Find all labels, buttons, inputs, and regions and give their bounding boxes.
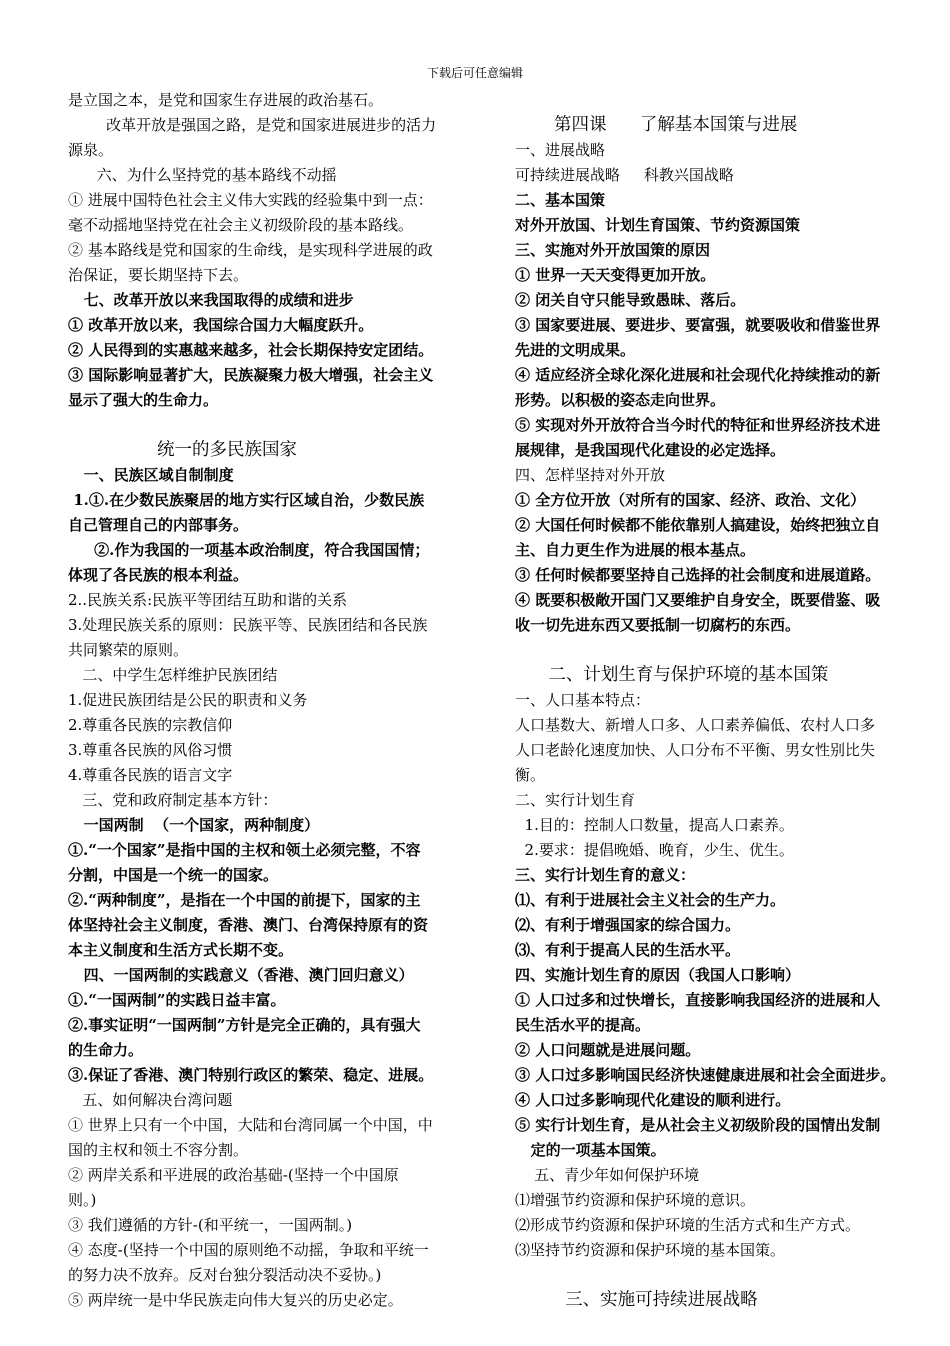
text-line: 治保证，要长期坚持下去。: [68, 266, 249, 284]
text-line: ⑤ 实现对外开放符合当今时代的特征和世界经济技术进: [515, 416, 881, 434]
text-line: 七、改革开放以来我国取得的成绩和进步: [68, 291, 354, 309]
text-line: 三、实行计划生育的意义：: [515, 866, 696, 884]
text-line: 毫不动摇地坚持党在社会主义初级阶段的基本路线。: [68, 216, 414, 234]
text-line: 四、实施计划生育的原因（我国人口影响）: [515, 966, 801, 984]
text-line: ②.“两种制度”，是指在一个中国的前提下，国家的主: [68, 891, 421, 909]
text-line: 分割，中国是一个统一的国家。: [68, 866, 279, 884]
text-line: 的生命力。: [68, 1041, 144, 1059]
text-line: 先进的文明成果。: [515, 341, 636, 359]
text-line: 衡。: [515, 766, 546, 784]
text-line: 3.处理民族关系的原则：民族平等、民族团结和各民族: [68, 616, 428, 634]
text-line: 1.①.在少数民族聚居的地方实行区域自治，少数民族: [68, 491, 425, 509]
text-line: ②.作为我国的一项基本政治制度，符合我国国情；: [68, 541, 430, 559]
section-title: 第四课 了解基本国策与进展: [515, 115, 798, 135]
text-line: 国的主权和领土不容分割。: [68, 1141, 249, 1159]
text-line: ⑴增强节约资源和保护环境的意识。: [515, 1191, 756, 1209]
text-line: 3.尊重各民族的风俗习惯: [68, 741, 233, 759]
text-line: 民生活水平的提高。: [515, 1016, 651, 1034]
text-line: 二、中学生怎样维护民族团结: [68, 666, 278, 684]
text-line: 收一切先进东西又要抵制一切腐朽的东西。: [515, 616, 801, 634]
text-line: 一、人口基本特点：: [515, 691, 651, 709]
text-line: 1.目的：控制人口数量，提高人口素养。: [515, 816, 794, 834]
text-line: 源泉。: [68, 141, 114, 159]
text-line: 人口基数大、新增人口多、人口素养偏低、农村人口多: [515, 716, 876, 734]
text-line: 体坚持社会主义制度，香港、澳门、台湾保持原有的资: [68, 916, 429, 934]
text-line: 4.尊重各民族的语言文字: [68, 766, 233, 784]
text-line: ② 基本路线是党和国家的生命线，是实现科学进展的政: [68, 241, 433, 259]
text-line: 五、如何解决台湾问题: [68, 1091, 233, 1109]
text-line: 2.要求：提倡晚婚、晚育，少生、优生。: [515, 841, 794, 859]
spacer: [68, 413, 482, 438]
text-line: 形势。以积极的姿态走向世界。: [515, 391, 726, 409]
text-line: 的努力决不放弃。反对台独分裂活动决不妥协。): [68, 1266, 382, 1284]
text-line: 改革开放是强国之路，是党和国家进展进步的活力: [68, 116, 437, 134]
text-line: ① 世界一天天变得更加开放。: [515, 266, 716, 284]
text-line: ⑵、有利于增强国家的综合国力。: [515, 916, 741, 934]
section-title: 统一的多民族国家: [68, 440, 298, 460]
text-line: 1.促进民族团结是公民的职责和义务: [68, 691, 308, 709]
text-line: ② 大国任何时候都不能依靠别人搞建设，始终把独立自: [515, 516, 881, 534]
text-line: ② 人口问题就是进展问题。: [515, 1041, 701, 1059]
right-column: [515, 88, 930, 1313]
text-line: 则。): [68, 1191, 97, 1209]
text-line: 一、民族区域自制制度: [68, 466, 234, 484]
text-line: ① 世界上只有一个中国，大陆和台湾同属一个中国，中: [68, 1116, 433, 1134]
text-line: ⑤ 两岸统一是中华民族走向伟大复兴的历史必定。: [68, 1291, 403, 1309]
text-line: 2..民族关系:民族平等团结互助和谐的关系: [68, 591, 348, 609]
text-line: ①.“一国两制”的实践日益丰富。: [68, 991, 286, 1009]
text-line: ④ 适应经济全球化深化进展和社会现代化持续推动的新: [515, 366, 881, 384]
text-line: 一、进展战略: [515, 141, 606, 159]
text-line: ② 人民得到的实惠越来越多，社会长期保持安定团结。: [68, 341, 434, 359]
text-line: ⑤ 实行计划生育，是从社会主义初级阶段的国情出发制: [515, 1116, 881, 1134]
text-line: 二、实行计划生育: [515, 791, 636, 809]
page-header: 下载后可任意编辑: [426, 66, 523, 80]
text-line: 是立国之本，是党和国家生存进展的政治基石。: [68, 91, 384, 109]
text-line: 显示了强大的生命力。: [68, 391, 219, 409]
text-line: 本主义制度和生活方式长期不变。: [68, 941, 294, 959]
text-line: 三、实施对外开放国策的原因: [515, 241, 711, 259]
text-line: 共同繁荣的原则。: [68, 641, 189, 659]
text-line: ⑶、有利于提高人民的生活水平。: [515, 941, 741, 959]
text-line: ③ 人口过多影响国民经济快速健康进展和社会全面进步。: [515, 1066, 896, 1084]
text-line: ①.“一个国家”是指中国的主权和领土必须完整，不容: [68, 841, 421, 859]
text-line: 体现了各民族的根本利益。: [68, 566, 249, 584]
text-line: ② 闭关自守只能导致愚昧、落后。: [515, 291, 746, 309]
text-line: ① 改革开放以来，我国综合国力大幅度跃升。: [68, 316, 374, 334]
text-line: ④ 态度-(坚持一个中国的原则绝不动摇，争取和平统一: [68, 1241, 429, 1259]
text-line: 人口老龄化速度加快、人口分布不平衡、男女性别比失: [515, 741, 876, 759]
text-line: ③ 国家要进展、要进步、要富强，就要吸收和借鉴世界: [515, 316, 881, 334]
text-line: ③ 国际影响显著扩大，民族凝聚力极大增强，社会主义: [68, 366, 434, 384]
text-line: ② 两岸关系和平进展的政治基础-(坚持一个中国原: [68, 1166, 399, 1184]
text-line: ① 人口过多和过快增长，直接影响我国经济的进展和人: [515, 991, 881, 1009]
text-line: 展规律，是我国现代化建设的必定选择。: [515, 441, 786, 459]
text-line: ③.保证了香港、澳门特别行政区的繁荣、稳定、进展。: [68, 1066, 434, 1084]
text-line: ① 进展中国特色社会主义伟大实践的经验集中到一点：: [68, 191, 433, 209]
text-line: ③ 我们遵循的方针-(和平统一，一国两制。): [68, 1216, 353, 1234]
spacer: [515, 88, 930, 113]
text-line: 六、为什么坚持党的基本路线不动摇: [68, 166, 337, 184]
text-line: 二、基本国策: [515, 191, 606, 209]
text-line: 三、党和政府制定基本方针：: [68, 791, 278, 809]
text-line: ⑵形成节约资源和保护环境的生活方式和生产方式。: [515, 1216, 861, 1234]
text-line: 五、青少年如何保护环境: [515, 1166, 700, 1184]
spacer: [515, 1263, 930, 1288]
text-line: 定的一项基本国策。: [515, 1141, 666, 1159]
text-line: ③ 任何时候都要坚持自己选择的社会制度和进展道路。: [515, 566, 881, 584]
text-line: 可持续进展战略 科教兴国战略: [515, 166, 734, 184]
spacer: [515, 638, 930, 663]
text-line: 2.尊重各民族的宗教信仰: [68, 716, 233, 734]
text-line: ⑶坚持节约资源和保护环境的基本国策。: [515, 1241, 786, 1259]
section-title: 三、实施可持续进展战略: [515, 1290, 758, 1310]
text-line: 对外开放国、计划生育国策、节约资源国策: [515, 216, 801, 234]
text-line: 主、自力更生作为进展的根本基点。: [515, 541, 756, 559]
text-line: ① 全方位开放（对所有的国家、经济、政治、文化）: [515, 491, 866, 509]
left-column: [68, 88, 482, 1313]
text-line: 四、怎样坚持对外开放: [515, 466, 666, 484]
section-title: 二、计划生育与保护环境的基本国策: [515, 665, 829, 685]
text-line: ②.事实证明“一国两制”方针是完全正确的，具有强大: [68, 1016, 421, 1034]
text-line: ④ 人口过多影响现代化建设的顺利进行。: [515, 1091, 791, 1109]
text-line: 四、一国两制的实践意义（香港、澳门回归意义）: [68, 966, 414, 984]
text-line: 一国两制 （一个国家，两种制度）: [68, 816, 320, 834]
text-line: ④ 既要积极敞开国门又要维护自身安全，既要借鉴、吸: [515, 591, 881, 609]
text-line: 自己管理自己的内部事务。: [68, 516, 249, 534]
text-line: ⑴、有利于进展社会主义社会的生产力。: [515, 891, 786, 909]
